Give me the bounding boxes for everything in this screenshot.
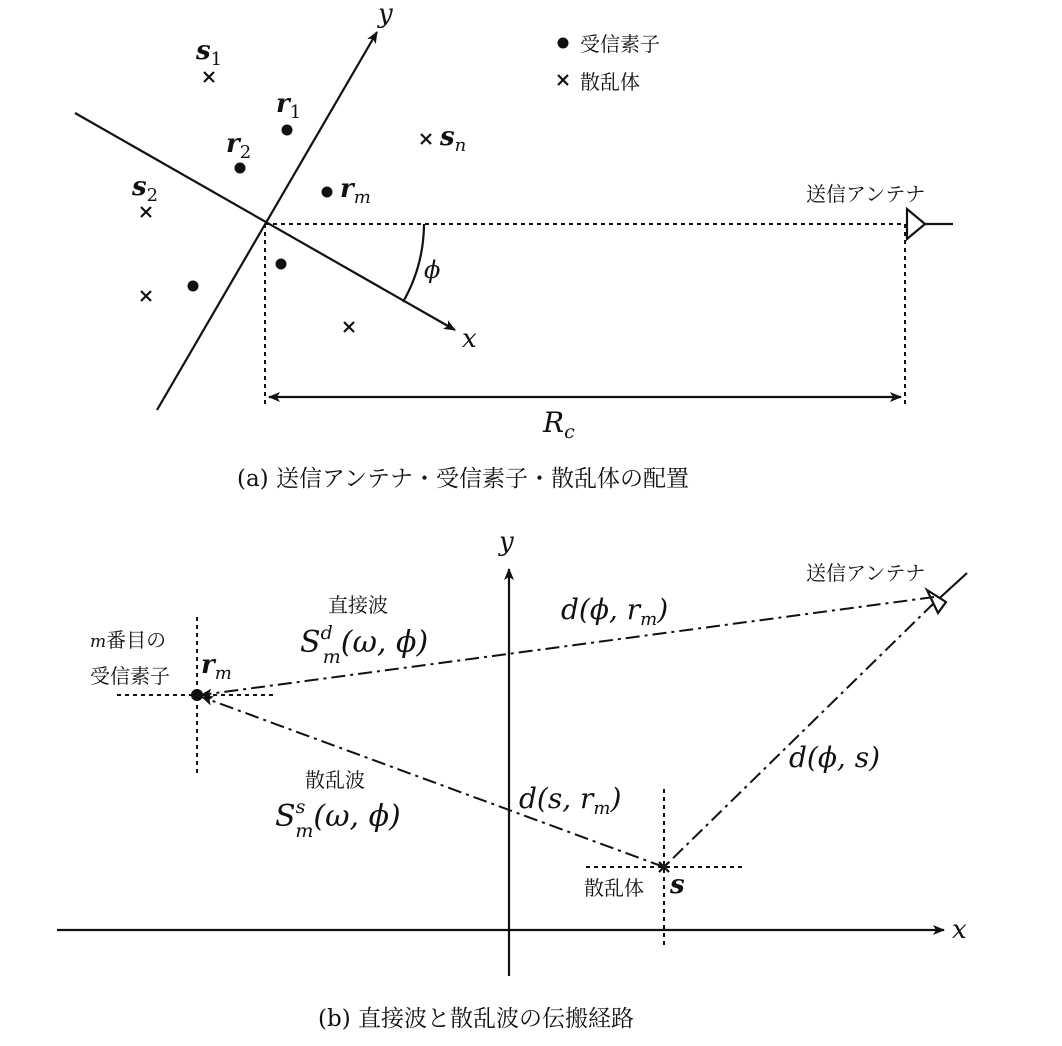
receiver-r1-dot xyxy=(282,125,293,136)
legend-receiver-label: 受信素子 xyxy=(580,32,660,56)
label-rm: $r_m$ xyxy=(201,650,232,684)
label-rm: $r_m$ xyxy=(340,174,371,208)
legend-scatterer-cross-icon xyxy=(558,75,568,85)
panel-a xyxy=(75,0,953,492)
distance-label: $R_c$ xyxy=(543,406,575,443)
distance-scatterer-receiver: d(s, $r_m$) xyxy=(519,782,622,819)
scatterer-s2-cross xyxy=(141,207,151,217)
panel-b-y-label: y xyxy=(499,527,514,557)
caption-a: (a) 送信アンテナ・受信素子・散乱体の配置 xyxy=(237,466,690,492)
scattered-wave-label: 散乱波 xyxy=(305,768,365,792)
panel-a-y-axis xyxy=(157,32,377,410)
antenna-label: 送信アンテナ xyxy=(806,561,926,585)
label-s1: $s_1$ xyxy=(196,36,223,70)
direct-wave-symbol: $S^d$ m(ω, ϕ) xyxy=(300,622,429,668)
scattered-wave-symbol: $S^s$ m(ω, ϕ) xyxy=(275,796,401,842)
panel-a-x-label: x xyxy=(462,324,477,354)
direct-wave-label: 直接波 xyxy=(328,593,388,617)
receiver-rm-dot xyxy=(322,187,333,198)
scattered-wave-path xyxy=(202,697,664,867)
scatterer-s-label: s xyxy=(670,870,685,900)
scatterer-cross xyxy=(141,291,151,301)
receiver-r2-dot xyxy=(235,163,246,174)
receiver-dot xyxy=(188,281,199,292)
label-r2: $r_2$ xyxy=(226,129,252,163)
element-label-line2: 受信素子 xyxy=(90,664,170,688)
scatterer-label: 散乱体 xyxy=(584,876,644,900)
antenna-to-scatterer-path xyxy=(664,603,934,867)
angle-label: ϕ xyxy=(424,256,441,284)
distance-antenna-receiver: d(ϕ, $r_m$) xyxy=(561,593,669,630)
receiver-dot xyxy=(276,259,287,270)
antenna-icon xyxy=(907,209,953,239)
caption-b: (b) 直接波と散乱波の伝搬経路 xyxy=(318,1006,634,1032)
label-s2: $s_2$ xyxy=(132,172,159,206)
angle-arc xyxy=(403,224,424,302)
scatterer-sn-cross xyxy=(421,134,431,144)
label-r1: $r_1$ xyxy=(276,89,302,123)
legend-receiver-dot-icon xyxy=(558,38,569,49)
antenna-icon xyxy=(927,573,967,613)
scatterer-s1-cross xyxy=(204,72,214,82)
panel-b-x-label: x xyxy=(952,915,967,945)
legend-scatterer-label: 散乱体 xyxy=(580,70,640,94)
panel-a-y-label: y xyxy=(378,0,393,29)
scatterer-cross xyxy=(344,322,354,332)
distance-antenna-scatterer: d(ϕ, s) xyxy=(789,741,881,774)
label-sn: $s_n$ xyxy=(440,122,467,156)
antenna-label: 送信アンテナ xyxy=(806,182,926,206)
panel-b xyxy=(57,527,967,1032)
element-label-line1: m番目の xyxy=(90,628,167,652)
